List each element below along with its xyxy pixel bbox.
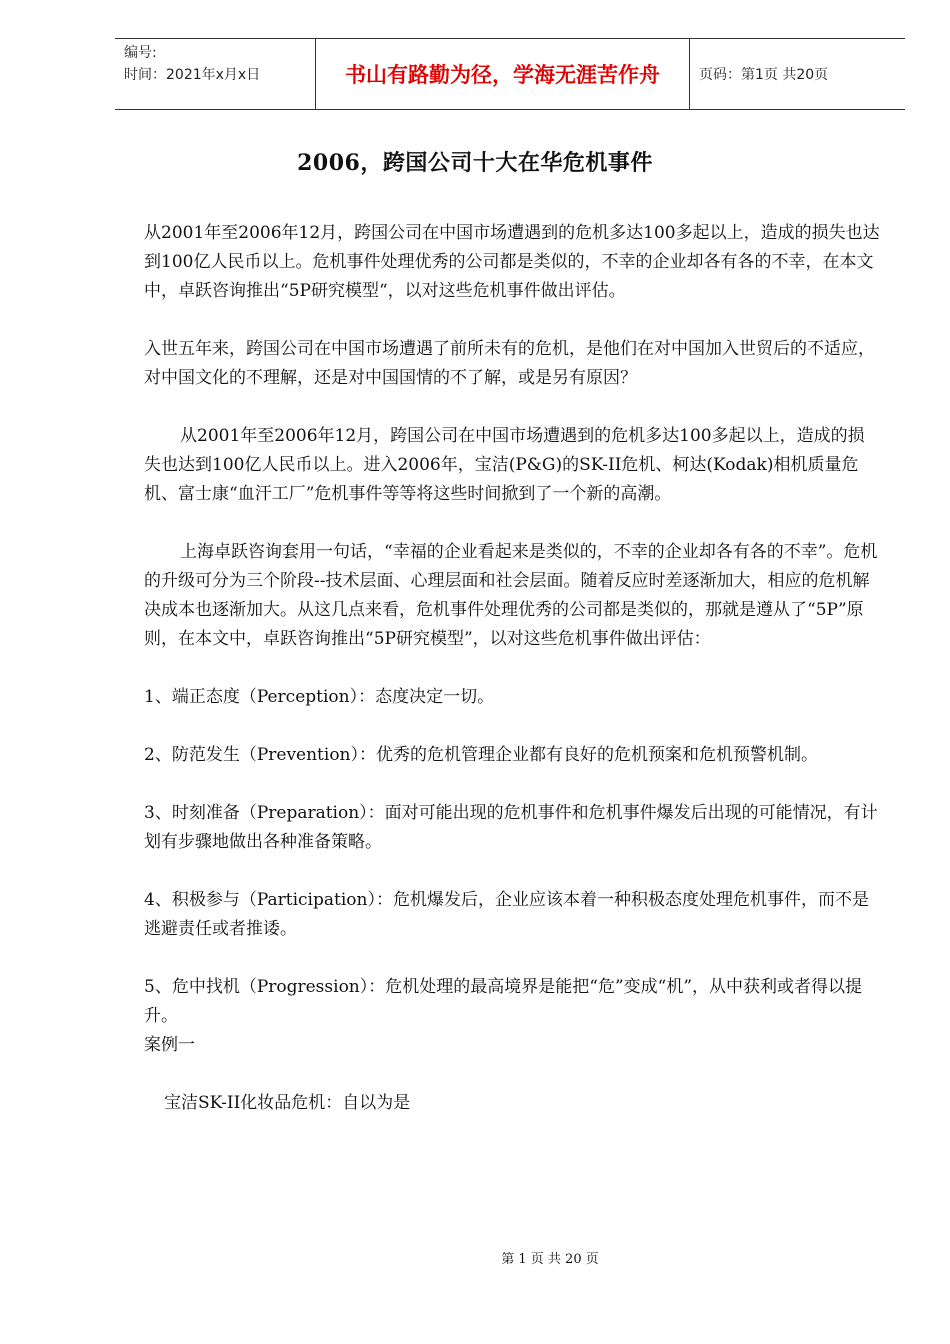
paragraph: 从2001年至2006年12月，跨国公司在中国市场遭遇到的危机多达100多起以上，造成的损失也达到100亿人民币以上。危机事件处理优秀的公司都是类似的，不幸的企业却各有各的不幸，在本文中，卓跃咨询推出“5P研究模型“，以对这些危机事件做出评估。 <box>144 223 880 301</box>
header-page-cell <box>690 39 905 109</box>
paragraph: 从2001年至2006年12月，跨国公司在中国市场遭遇到的危机多达100多起以上，造成的损失也达到100亿人民币以上。进入2006年，宝洁(P&G)的SK-II危机、柯达(Kodak)相机质量危机、富士康“血汗工厂”危机事件等等将这些时间掀到了一个新的高潮。 <box>144 426 865 504</box>
page-header <box>115 38 905 110</box>
principle-item: 5、危中找机（Progression）：危机处理的最高境界是能把“危”变成“机”，从中获利或者得以提升。 <box>144 977 863 1026</box>
paragraph: 上海卓跃咨询套用一句话，“幸福的企业看起来是类似的，不幸的企业却各有各的不幸”。危机的升级可分为三个阶段--技术层面、心理层面和社会层面。随着反应时差逐渐加大，相应的危机解决成本也逐渐加大。从这几点来看，危机事件处理优秀的公司都是类似的，那就是遵从了“5P”原则，在本文中，卓跃咨询推出“5P研究模型”，以对这些危机事件做出评估： <box>144 542 878 649</box>
serial-label: 编号: <box>124 45 157 61</box>
case-label: 案例一 <box>144 1035 195 1055</box>
page-footer: 第 1 页 共 20 页 <box>501 1252 599 1267</box>
principle-item: 4、积极参与（Participation）：危机爆发后，企业应该本着一种积极态度处理危机事件，而不是逃避责任或者推诿。 <box>144 890 869 939</box>
header-motto-cell <box>316 39 690 109</box>
page-info: 页码：第1页 共20页 <box>699 67 829 83</box>
time-label: 时间：2021年x月x日 <box>124 67 261 83</box>
principle-item: 3、时刻准备（Preparation）：面对可能出现的危机事件和危机事件爆发后出现的可能情况，有计划有步骤地做出各种准备策略。 <box>144 803 878 852</box>
motto-text: 书山有路勤为径，学海无涯苦作舟 <box>345 63 660 87</box>
principle-item: 1、端正态度（Perception）：态度决定一切。 <box>144 687 495 707</box>
header-meta-cell <box>115 39 316 109</box>
document-body <box>144 219 880 1118</box>
paragraph: 入世五年来，跨国公司在中国市场遭遇了前所未有的危机，是他们在对中国加入世贸后的不适应，对中国文化的不理解，还是对中国国情的不了解，或是另有原因？ <box>144 339 875 388</box>
principle-item: 2、防范发生（Prevention）：优秀的危机管理企业都有良好的危机预案和危机预警机制。 <box>144 745 819 765</box>
case-subtitle: 宝洁SK-II化妆品危机：自以为是 <box>164 1093 411 1113</box>
document-title: 2006，跨国公司十大在华危机事件 <box>297 150 653 176</box>
